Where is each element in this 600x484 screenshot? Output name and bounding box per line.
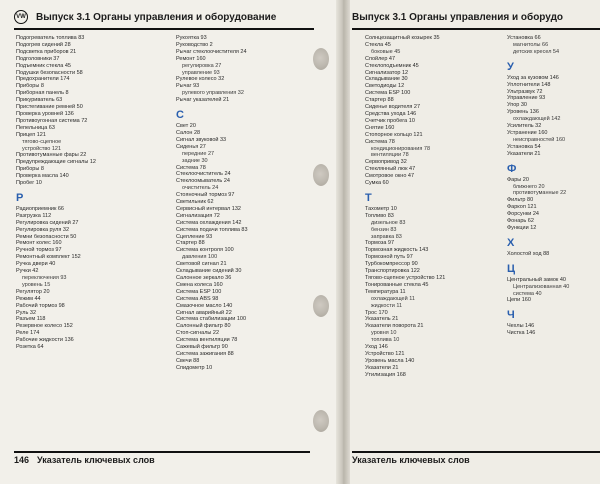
- index-entry: Тормоза 97: [365, 240, 395, 247]
- index-entry: Режим 44: [16, 295, 41, 302]
- index-entry: Стеклоочиститель 24: [176, 171, 231, 178]
- index-entry: Устранение 160: [507, 129, 548, 136]
- index-entry: Ручка двери 40: [16, 261, 56, 268]
- index-subentry: переключения 93: [22, 275, 67, 281]
- index-entry: Складывание сидений 30: [176, 268, 242, 275]
- index-entry: Указатели 21: [365, 364, 399, 371]
- index-subentry: кондиционирования 78: [371, 145, 431, 152]
- index-entry: Рычаг указателей 21: [176, 97, 230, 104]
- index-entry: Реле 174: [16, 330, 40, 337]
- index-entry: Установка 66: [507, 35, 541, 41]
- index-entry: Система 78: [176, 164, 206, 171]
- index-entry: Система подачи топлива 83: [176, 226, 248, 233]
- index-entry: Солнцезащитный козырек 35: [365, 35, 440, 41]
- index-subentry: бензин 83: [371, 226, 397, 233]
- index-entry: Ремонтный комплект 152: [16, 254, 81, 261]
- index-entry: Стартер 88: [176, 240, 205, 247]
- index-entry: Система ESP 100: [176, 288, 222, 295]
- index-entry: Цепи 160: [507, 297, 531, 304]
- index-entry: Устройство 121: [365, 350, 405, 357]
- index-subentry: регулировка 27: [182, 62, 222, 69]
- right-page-footer: [352, 451, 600, 467]
- index-entry: Система стабилизации 100: [176, 316, 247, 323]
- index-entry: Указатели 21: [507, 150, 541, 157]
- binder-hole: [313, 164, 329, 186]
- index-entry: Фары 20: [507, 176, 529, 183]
- index-entry: Чистка 146: [507, 330, 536, 337]
- index-entry: Пристегивание ремней 50: [16, 104, 83, 111]
- index-entry: Транспортировка 122: [365, 268, 420, 275]
- index-entry: Розетка 64: [16, 344, 44, 351]
- index-entry: Подголовники 37: [16, 55, 60, 62]
- index-entry: Разъем 118: [16, 316, 46, 323]
- index-entry: Спойлер 47: [365, 55, 396, 62]
- index-entry: Фонарь 62: [507, 218, 534, 225]
- index-entry: Система ABS 98: [176, 295, 219, 302]
- index-entry: Подогреватель топлива 83: [16, 35, 85, 41]
- index-entry: Регулировка сидений 27: [16, 219, 79, 226]
- binder-hole: [313, 295, 329, 317]
- index-entry: Резервное колесо 152: [16, 323, 73, 330]
- index-entry: Функции 12: [507, 224, 537, 231]
- index-entry: Тонированные стекла 45: [365, 281, 429, 288]
- index-entry: Стеклоподъемник 45: [365, 62, 419, 69]
- index-entry: Фильтр 80: [507, 197, 534, 204]
- index-entry: Смотровое окно 47: [365, 173, 415, 180]
- index-entry: Салонный фильтр 80: [176, 323, 231, 330]
- index-entry: Упор 30: [507, 102, 527, 109]
- index-section-letter: Р: [16, 191, 24, 204]
- index-entry: Средства ухода 146: [365, 110, 417, 117]
- index-entry: Сервисный интервал 132: [176, 205, 241, 212]
- index-subentry: боковые 45: [371, 48, 401, 55]
- index-entry: Ручной тормоз 97: [16, 247, 62, 254]
- index-subentry: ближнего 20: [513, 183, 545, 190]
- index-entry: Тягово-сцепное устройство 121: [365, 275, 446, 281]
- index-entry: Сумка 60: [365, 180, 389, 187]
- index-subentry: вентиляции 78: [371, 152, 409, 159]
- index-entry: Салон 28: [176, 129, 201, 136]
- index-section-letter: Ц: [507, 262, 516, 275]
- index-entry: Тормозной путь 97: [365, 254, 413, 261]
- index-entry: Рычаг 93: [176, 83, 200, 90]
- index-entry: Смазочное масло 140: [176, 302, 233, 309]
- index-entry: Регулятор 20: [16, 288, 50, 295]
- index-entry: Ручки 42: [16, 268, 39, 275]
- index-column-3: [365, 35, 501, 379]
- index-entry: Топливо 83: [365, 212, 394, 219]
- right-footer-title: Указатель ключевых слов: [352, 455, 470, 465]
- index-entry: Регулировка руля 32: [16, 226, 70, 233]
- index-column-1: [16, 35, 158, 351]
- index-section-letter: Х: [507, 236, 515, 249]
- index-entry: Ремонт колес 160: [16, 240, 62, 247]
- index-entry: Световой сигнал 21: [176, 261, 227, 268]
- index-subentry: противотуманные 22: [513, 190, 567, 197]
- index-entry: Форсунки 24: [507, 211, 539, 218]
- index-subentry: задние 30: [182, 157, 208, 164]
- index-entry: Холостой ход 88: [507, 250, 550, 257]
- index-entry: Ультразвук 72: [507, 88, 543, 95]
- index-entry: Управление 93: [507, 95, 546, 102]
- index-section-letter: Ф: [507, 162, 517, 175]
- index-entry: Предохранители 174: [16, 76, 70, 83]
- index-subentry: дизельное 83: [371, 219, 406, 226]
- index-entry: Уплотнители 148: [507, 81, 551, 88]
- index-subentry: давления 100: [182, 254, 218, 261]
- index-entry: Тахометр 10: [365, 205, 397, 212]
- index-subentry: система 40: [513, 290, 542, 297]
- index-entry: Приборы 8: [16, 83, 44, 90]
- index-entry: Подъемник стекла 45: [16, 62, 71, 69]
- index-subentry: магнитолы 66: [513, 41, 549, 48]
- index-entry: Чехлы 146: [507, 323, 535, 330]
- index-entry: Сиденье водителя 27: [365, 104, 421, 111]
- index-entry: Рабочий тормоз 98: [16, 302, 65, 309]
- index-entry: Свечи 88: [176, 357, 200, 364]
- index-entry: Стоп-сигналы 22: [176, 330, 220, 337]
- index-entry: Пробег 10: [16, 180, 42, 187]
- index-entry: Сигнализатор 12: [365, 69, 409, 76]
- index-entry: Стеклоомыватель 24: [176, 178, 230, 185]
- index-entry: Сигнал звуковой 33: [176, 136, 227, 143]
- left-footer-title: Указатель ключевых слов: [37, 455, 155, 465]
- index-entry: Приборы 8: [16, 166, 44, 173]
- left-page-header: [14, 6, 314, 30]
- index-entry: Снятие 160: [365, 124, 395, 131]
- index-entry: Складывание 30: [365, 76, 408, 83]
- index-subentry: неисправностей 160: [513, 136, 566, 143]
- left-page-footer: [14, 451, 310, 467]
- binder-hole: [313, 48, 329, 70]
- index-entry: Подушки безопасности 58: [16, 69, 83, 76]
- index-subentry: заправка 83: [371, 233, 402, 240]
- index-entry: Центральный замок 40: [507, 276, 566, 283]
- index-entry: Ремонт 160: [176, 55, 206, 62]
- index-entry: Светильник 62: [176, 199, 214, 206]
- index-entry: Подсветка приборов 21: [16, 48, 77, 55]
- index-entry: Сервопривод 32: [365, 159, 407, 166]
- index-entry: Сигнал аварийный 22: [176, 309, 232, 316]
- index-entry: Руль 32: [16, 309, 37, 316]
- left-header-title: Выпуск 3.1 Органы управления и оборудование: [36, 11, 277, 23]
- index-subentry: передние 27: [182, 150, 215, 157]
- index-entry: Усилитель 32: [507, 123, 542, 130]
- index-entry: Противотуманные фары 22: [16, 152, 87, 159]
- index-entry: Сажевый фильтр 90: [176, 344, 228, 351]
- index-entry: Рукоятка 93: [176, 35, 207, 41]
- index-entry: Свет 20: [176, 123, 196, 130]
- index-entry: Уход 146: [365, 344, 388, 351]
- vw-logo-icon: VW: [14, 10, 28, 24]
- page-number: 146: [14, 455, 30, 465]
- index-entry: Система контроля 100: [176, 247, 234, 254]
- index-entry: Прикуриватель 63: [16, 97, 63, 104]
- index-subentry: тягово-сцепное: [22, 138, 62, 145]
- index-entry: Ремни безопасности 50: [16, 233, 77, 240]
- index-entry: Салонное зеркало 36: [176, 275, 232, 281]
- index-column-4: [507, 35, 600, 337]
- index-section-letter: У: [507, 60, 514, 73]
- index-section-letter: С: [176, 109, 184, 122]
- index-entry: Пепельница 63: [16, 124, 55, 131]
- index-entry: Указатель 21: [365, 316, 399, 323]
- index-subentry: уровень 15: [22, 281, 51, 288]
- index-subentry: жидкости 11: [371, 302, 403, 309]
- index-subentry: охлаждающей 11: [371, 295, 415, 302]
- binder-hole: [313, 410, 329, 432]
- index-subentry: уровня 10: [371, 330, 397, 337]
- index-entry: Сцепление 93: [176, 233, 213, 240]
- index-entry: Уровень масла 140: [365, 357, 415, 364]
- index-subentry: очиститель 24: [182, 185, 219, 192]
- index-section-letter: Т: [365, 191, 372, 204]
- index-entry: Проверка уровней 136: [16, 110, 74, 117]
- index-entry: Приборная панель 8: [16, 90, 69, 97]
- index-subentry: детских кресел 54: [513, 48, 560, 55]
- index-entry: Рулевое колесо 32: [176, 76, 225, 83]
- index-entry: Фаркоп 121: [507, 204, 537, 211]
- index-section-letter: Ч: [507, 309, 515, 322]
- index-entry: Противоугонная система 72: [16, 117, 88, 124]
- index-subentry: рулевого управления 32: [182, 90, 244, 97]
- index-entry: Уровень 136: [507, 109, 539, 116]
- index-entry: Система 78: [365, 138, 395, 145]
- index-entry: Светодиоды 12: [365, 83, 405, 90]
- index-entry: Система вентиляции 78: [176, 337, 238, 344]
- index-entry: Тормозная жидкость 143: [365, 247, 429, 254]
- index-entry: Система ESP 100: [365, 90, 411, 97]
- book-spine: [336, 0, 350, 484]
- index-entry: Стартер 88: [365, 97, 394, 104]
- index-entry: Радиоприемник 66: [16, 205, 64, 212]
- index-entry: Смена колеса 160: [176, 281, 223, 288]
- index-entry: Сигнализация 72: [176, 212, 220, 219]
- index-entry: Разгрузка 112: [16, 212, 52, 219]
- index-entry: Прицеп 121: [16, 131, 46, 138]
- index-entry: Турбокомпрессор 90: [365, 261, 418, 268]
- index-entry: Температура 11: [365, 288, 406, 295]
- index-column-2: [176, 35, 314, 372]
- index-entry: Руководство 2: [176, 41, 213, 48]
- index-entry: Стопорное кольцо 121: [365, 131, 423, 138]
- right-page-header: [352, 6, 600, 30]
- index-entry: Трос 170: [365, 309, 388, 316]
- index-entry: Система охлаждения 142: [176, 219, 242, 226]
- index-entry: Указатели поворота 21: [365, 323, 424, 330]
- index-entry: Утилизация 168: [365, 371, 406, 378]
- index-entry: Установка 54: [507, 143, 541, 150]
- index-subentry: Централизованная 40: [513, 283, 570, 290]
- index-entry: Подогрев сидений 28: [16, 41, 71, 48]
- index-entry: Рычаг стеклоочистителя 24: [176, 48, 247, 55]
- index-entry: Спидометр 10: [176, 364, 213, 371]
- index-entry: Стеклянный люк 47: [365, 166, 416, 173]
- index-subentry: устройство 121: [22, 145, 62, 152]
- index-entry: Счетчик пробега 10: [365, 117, 415, 124]
- right-header-title: Выпуск 3.1 Органы управления и оборудо: [352, 11, 564, 23]
- index-entry: Стекла 45: [365, 41, 391, 48]
- index-subentry: управление 93: [182, 69, 220, 76]
- index-entry: Сиденья 27: [176, 143, 206, 150]
- index-entry: Предупреждающие сигналы 12: [16, 159, 96, 166]
- index-subentry: топлива 10: [371, 337, 400, 344]
- index-entry: Проверка масла 140: [16, 173, 69, 180]
- index-entry: Рабочие жидкости 136: [16, 337, 74, 344]
- index-entry: Стояночный тормоз 97: [176, 192, 235, 199]
- index-entry: Система зажигания 88: [176, 350, 234, 357]
- index-subentry: охлаждающей 142: [513, 116, 561, 123]
- index-entry: Уход за кузовом 146: [507, 74, 559, 81]
